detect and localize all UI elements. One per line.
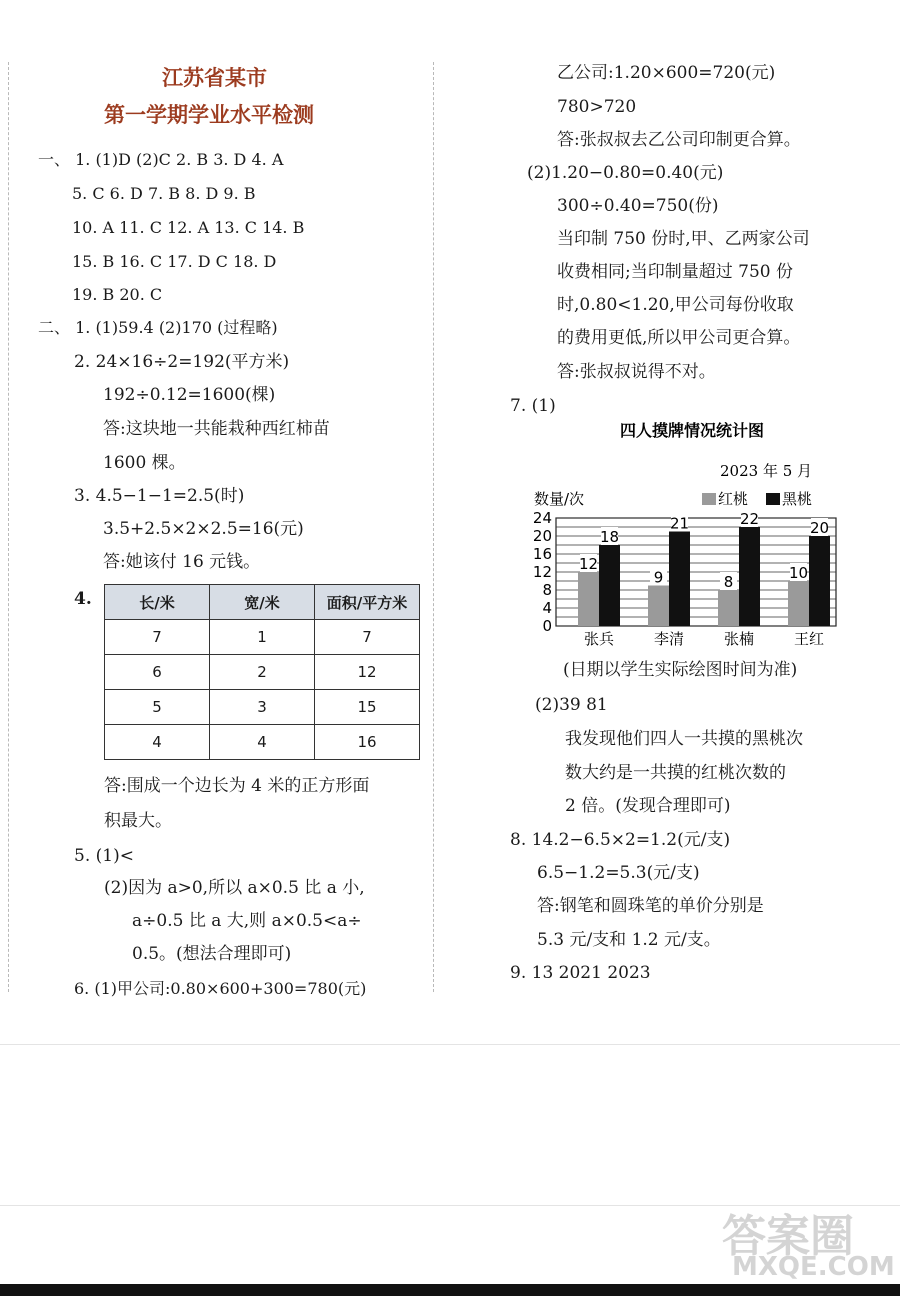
table-cell: 4 bbox=[105, 725, 210, 760]
answer-line: 我发现他们四人一共摸的黑桃次 bbox=[565, 729, 803, 749]
table-cell: 1 bbox=[210, 620, 315, 655]
answer-line: 2. 24×16÷2=192(平方米) bbox=[74, 352, 290, 372]
bar-red-hearts bbox=[578, 572, 599, 626]
answer-line: 答:钢笔和圆珠笔的单价分别是 bbox=[537, 896, 764, 916]
x-tick-label: 张兵 bbox=[583, 630, 615, 648]
bar-red-hearts bbox=[648, 586, 669, 627]
answer-line: 3. 4.5−1−1=2.5(时) bbox=[74, 486, 245, 506]
answer-line: 答:张叔叔说得不对。 bbox=[557, 362, 716, 382]
answer-line: 二、 1. (1)59.4 (2)170 (过程略) bbox=[38, 318, 278, 337]
page-subtitle: 第一学期学业水平检测 bbox=[104, 103, 314, 127]
answer-line: 8. 14.2−6.5×2=1.2(元/支) bbox=[510, 830, 731, 850]
data-label: 21 bbox=[669, 514, 690, 533]
y-tick-label: 24 bbox=[532, 509, 552, 527]
table-cell: 6 bbox=[105, 655, 210, 690]
answer-line: 6.5−1.2=5.3(元/支) bbox=[537, 863, 700, 883]
answer-line: 19. B 20. C bbox=[72, 285, 163, 304]
question-number: 4. bbox=[74, 589, 92, 609]
bar-chart bbox=[520, 421, 860, 654]
answer-line: 收费相同;当印制量超过 750 份 bbox=[557, 262, 793, 282]
watermark-site: MXQE.COM bbox=[732, 1252, 895, 1282]
x-tick-label: 李清 bbox=[653, 630, 685, 648]
answer-line: 9. 13 2021 2023 bbox=[510, 963, 651, 983]
data-label: 8 bbox=[723, 573, 734, 591]
table-cell: 4 bbox=[210, 725, 315, 760]
data-label: 10 bbox=[788, 564, 809, 582]
answer-line: 5.3 元/支和 1.2 元/支。 bbox=[537, 930, 721, 950]
y-axis-ticks bbox=[533, 509, 552, 635]
data-label: 22 bbox=[739, 510, 760, 528]
answer-line: 192÷0.12=1600(棵) bbox=[103, 385, 276, 405]
answer-line: 300÷0.40=750(份) bbox=[557, 196, 719, 216]
column-divider-middle bbox=[433, 62, 434, 992]
answer-line: 的费用更低,所以甲公司更合算。 bbox=[557, 328, 801, 348]
answer-line: 时,0.80<1.20,甲公司每份收取 bbox=[557, 295, 794, 315]
answer-line: 答:这块地一共能栽种西红柿苗 bbox=[103, 419, 330, 439]
answer-line: 乙公司:1.20×600=720(元) bbox=[557, 63, 776, 83]
answer-line: (2)39 81 bbox=[535, 695, 608, 715]
answer-line: 当印制 750 份时,甲、乙两家公司 bbox=[557, 229, 810, 249]
table-header-row bbox=[105, 585, 420, 620]
table-cell: 7 bbox=[105, 620, 210, 655]
area-table bbox=[104, 584, 420, 760]
table-header-width: 宽/米 bbox=[210, 585, 315, 620]
answer-line: 10. A 11. C 12. A 13. C 14. B bbox=[72, 218, 305, 237]
legend-swatch bbox=[766, 493, 780, 505]
bottom-bar bbox=[0, 1284, 900, 1296]
legend-swatch bbox=[702, 493, 716, 505]
legend-label: 红桃 bbox=[718, 490, 749, 508]
x-tick-label: 张楠 bbox=[723, 630, 755, 648]
page-title: 江苏省某市 bbox=[162, 66, 267, 90]
answer-line: 一、 1. (1)D (2)C 2. B 3. D 4. A bbox=[38, 150, 284, 169]
chart-title: 四人摸牌情况统计图 bbox=[619, 421, 765, 440]
answer-line: 5. (1)< bbox=[74, 846, 134, 866]
answer-line: 15. B 16. C 17. D C 18. D bbox=[72, 252, 277, 271]
watermark-logo: 答案圈 bbox=[722, 1211, 854, 1262]
table-cell: 2 bbox=[210, 655, 315, 690]
table-cell: 7 bbox=[315, 620, 420, 655]
answer-line: 答:张叔叔去乙公司印制更合算。 bbox=[557, 130, 801, 150]
answer-line: (2)因为 a>0,所以 a×0.5 比 a 小, bbox=[104, 878, 365, 898]
x-axis-labels bbox=[584, 630, 824, 648]
answer-line: (2)1.20−0.80=0.40(元) bbox=[527, 163, 724, 183]
answer-line: a÷0.5 比 a 大,则 a×0.5<a÷ bbox=[132, 911, 362, 931]
y-tick-label: 4 bbox=[542, 599, 552, 617]
data-label: 18 bbox=[599, 528, 620, 546]
data-label: 9 bbox=[653, 568, 664, 587]
bar-black-hearts bbox=[809, 536, 830, 626]
answer-line: 答:她该付 16 元钱。 bbox=[103, 552, 261, 572]
y-tick-label: 12 bbox=[532, 563, 552, 581]
table-row bbox=[105, 655, 420, 690]
answer-line: 7. (1) bbox=[510, 396, 556, 416]
table-row bbox=[105, 690, 420, 725]
answer-line: 3.5+2.5×2×2.5=16(元) bbox=[103, 519, 304, 539]
bar-red-hearts bbox=[788, 581, 809, 626]
y-tick-label: 8 bbox=[542, 581, 552, 599]
answer-line: 2 倍。(发现合理即可) bbox=[565, 796, 731, 816]
y-axis-label: 数量/次 bbox=[534, 490, 585, 508]
chart-bars bbox=[578, 509, 830, 626]
table-cell: 3 bbox=[210, 690, 315, 725]
divider-line bbox=[0, 1044, 900, 1045]
answer-line: 5. C 6. D 7. B 8. D 9. B bbox=[72, 184, 256, 203]
table-row bbox=[105, 725, 420, 760]
table-cell: 15 bbox=[315, 690, 420, 725]
bar-black-hearts bbox=[669, 532, 690, 627]
bar-black-hearts bbox=[739, 527, 760, 626]
table-header-length: 长/米 bbox=[105, 585, 210, 620]
answer-line: 答:围成一个边长为 4 米的正方形面 bbox=[104, 776, 370, 796]
data-label: 20 bbox=[809, 519, 830, 537]
table-row bbox=[105, 620, 420, 655]
x-tick-label: 王红 bbox=[793, 630, 825, 648]
y-tick-label: 0 bbox=[542, 617, 552, 635]
answer-line: 积最大。 bbox=[104, 811, 172, 831]
data-label: 12 bbox=[578, 555, 599, 573]
chart-date-label: 2023 年 5 月 bbox=[720, 462, 813, 480]
bar-black-hearts bbox=[599, 545, 620, 626]
y-tick-label: 16 bbox=[532, 545, 552, 563]
legend-label: 黑桃 bbox=[782, 490, 813, 508]
chart-legend bbox=[702, 490, 812, 508]
answer-line: 6. (1)甲公司:0.80×600+300=780(元) bbox=[74, 979, 367, 998]
column-divider-left bbox=[8, 62, 9, 992]
answer-line: 1600 棵。 bbox=[103, 453, 186, 473]
table-header-area: 面积/平方米 bbox=[315, 585, 420, 620]
y-tick-label: 20 bbox=[532, 527, 552, 545]
table-cell: 16 bbox=[315, 725, 420, 760]
bar-red-hearts bbox=[718, 590, 739, 626]
answer-line: 0.5。(想法合理即可) bbox=[132, 944, 292, 964]
table-cell: 5 bbox=[105, 690, 210, 725]
answer-line: 780>720 bbox=[557, 97, 637, 117]
answer-line: 数大约是一共摸的红桃次数的 bbox=[565, 763, 786, 783]
table-cell: 12 bbox=[315, 655, 420, 690]
answer-line: (日期以学生实际绘图时间为准) bbox=[563, 660, 798, 680]
